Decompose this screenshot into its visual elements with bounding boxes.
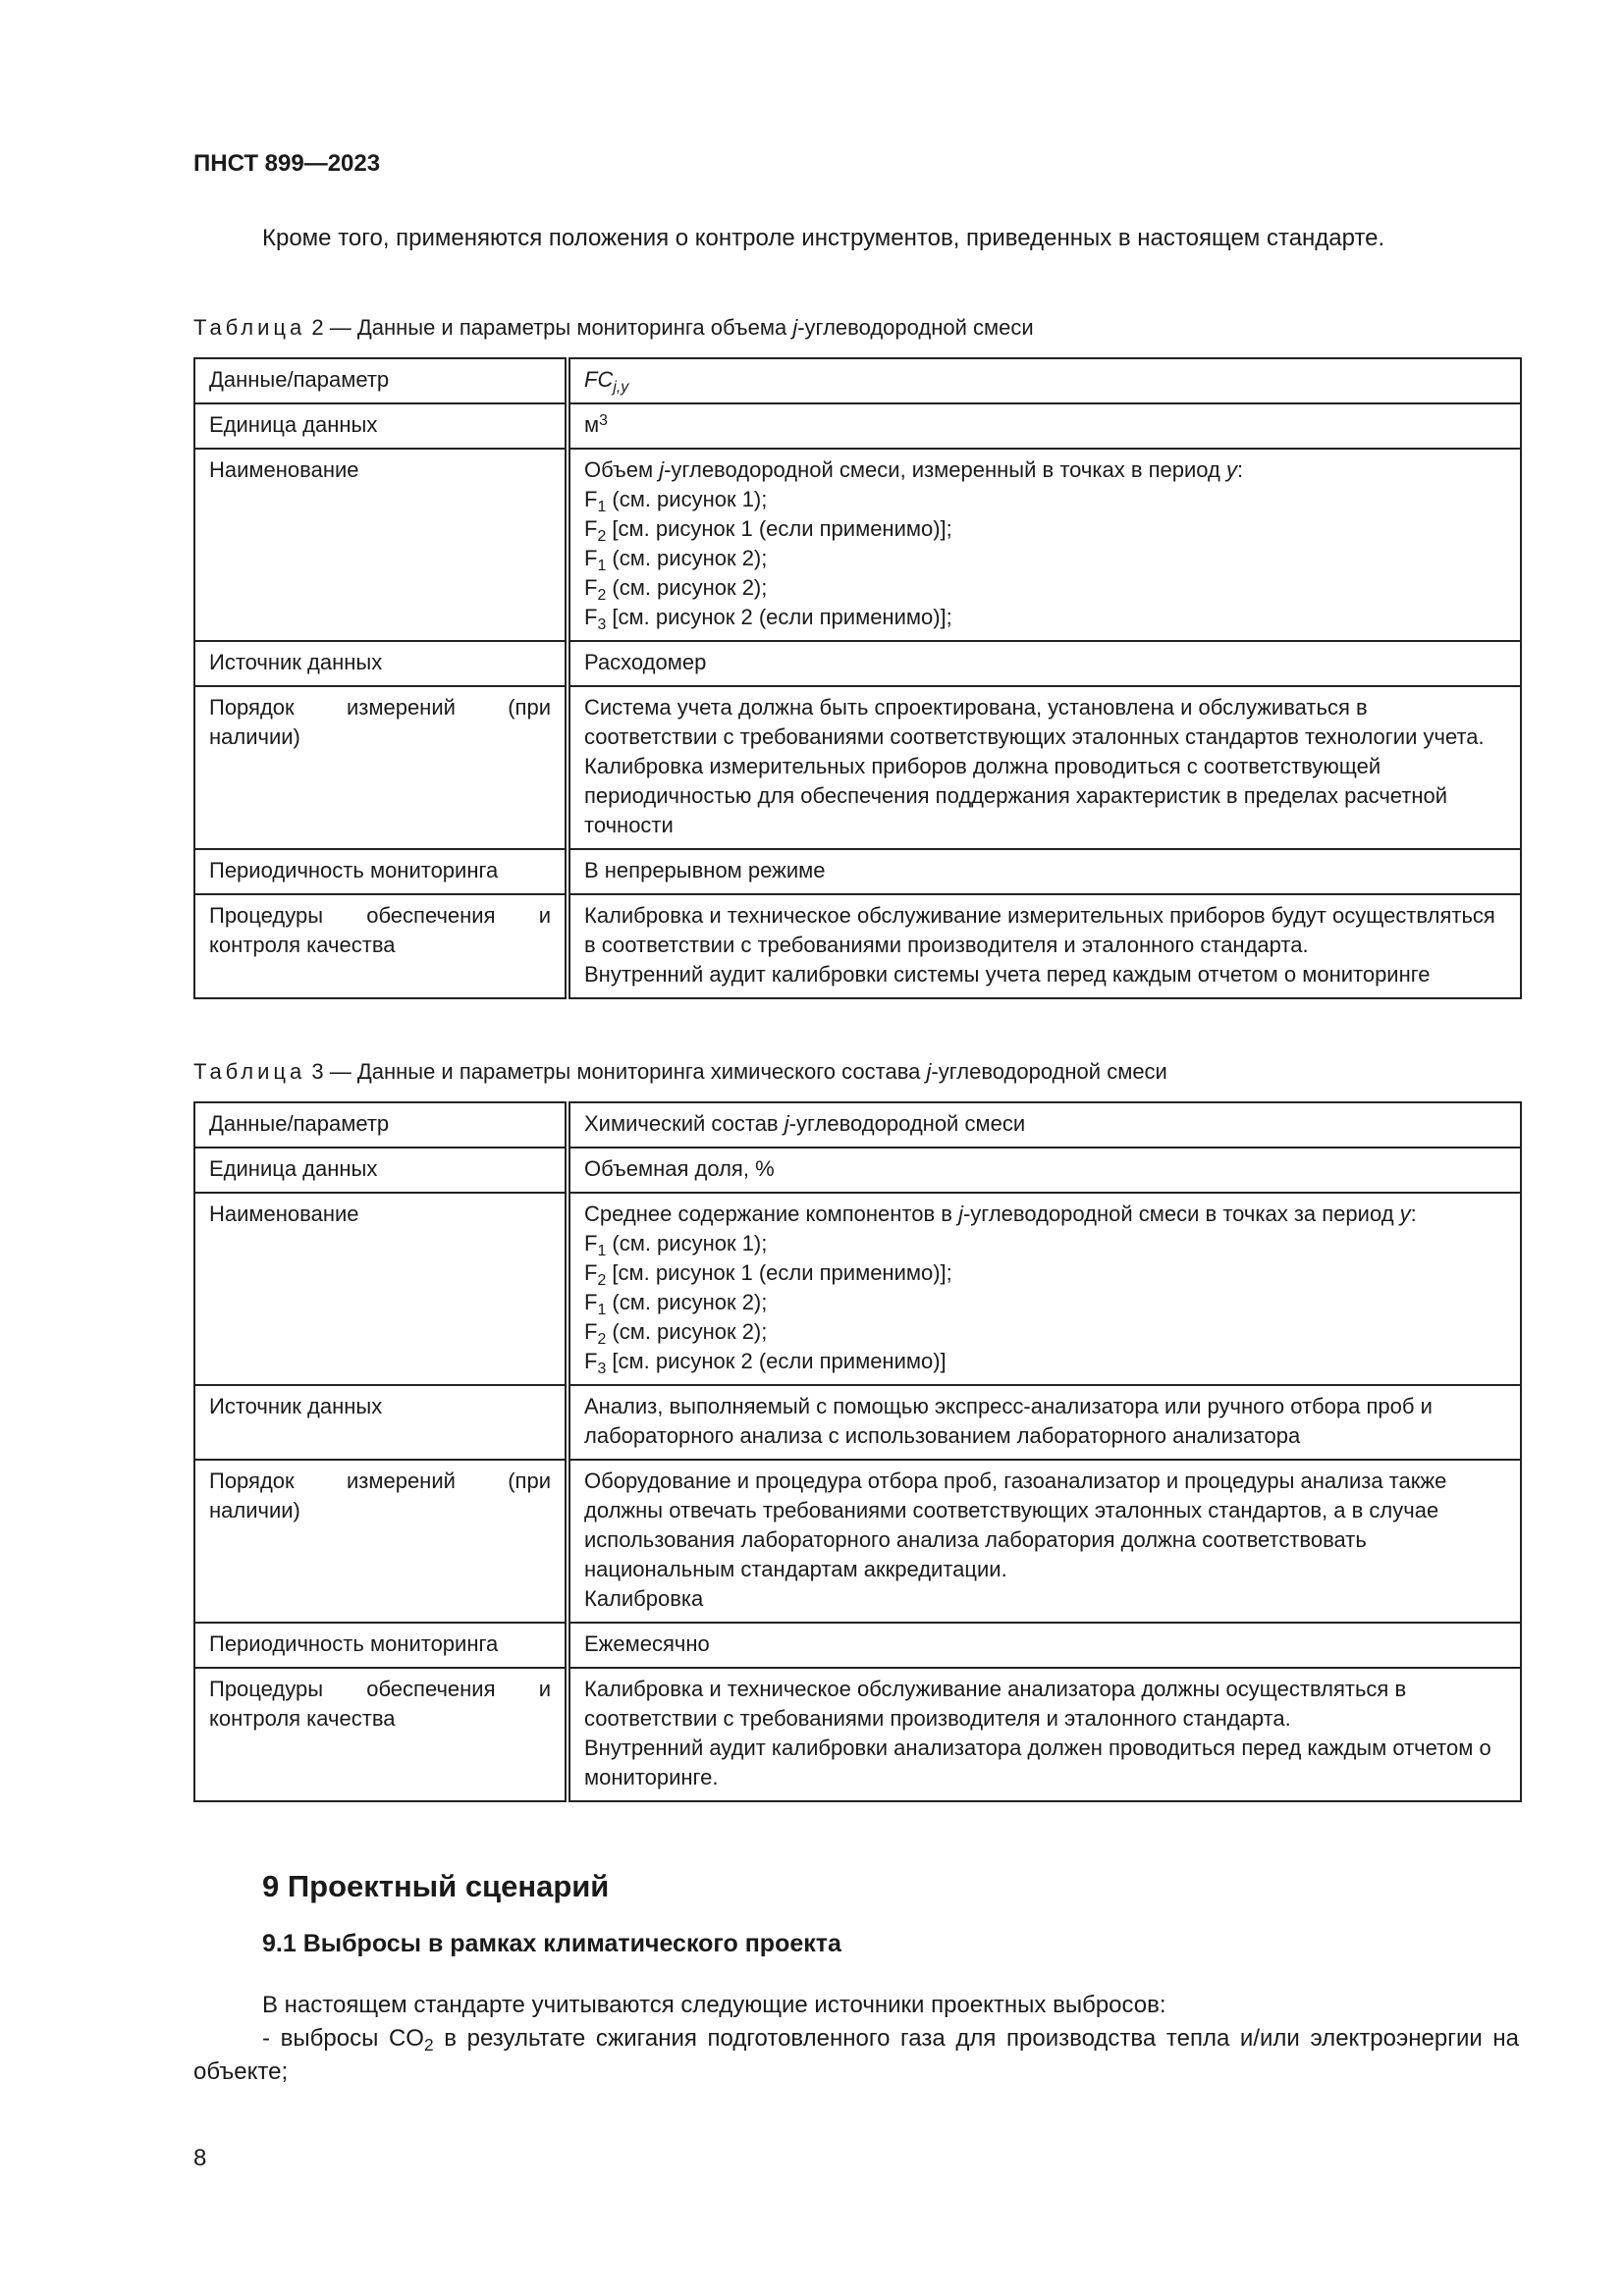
parameter-label: Наименование	[194, 449, 568, 641]
parameter-value	[568, 1193, 1521, 1385]
value-line: Химический состав j-углеводородной смеси	[584, 1111, 1026, 1136]
parameter-value	[568, 849, 1521, 894]
value-line: Объем j-углеводородной смеси, измеренный в точках в период y:	[584, 457, 1244, 482]
value-line: $F_2$ (см. рисунок 2);	[584, 1319, 768, 1348]
value-line: $F_3$ [см. рисунок 2 (если применимо)]	[584, 1349, 947, 1377]
parameter-value	[568, 1668, 1521, 1801]
parameter-label: Единица данных	[194, 403, 568, 449]
parameter-label: Данные/параметр	[194, 1102, 568, 1148]
parameter-value	[568, 641, 1521, 686]
parameter-label: Порядок измерений (при наличии)	[194, 1460, 568, 1623]
parameter-label: Порядок измерений (при наличии)	[194, 686, 568, 849]
subsection-heading: 9.1 Выбросы в рамках климатического проекта	[262, 1930, 841, 1957]
document-header: ПНСТ 899—2023	[193, 150, 381, 177]
table-row	[194, 1102, 1521, 1148]
table-2-monitoring-volume	[193, 357, 1522, 999]
table-row	[194, 1193, 1521, 1385]
value-line: $F_1$ (см. рисунок 1);	[584, 487, 768, 515]
table-2-caption: Таблица 2 — Данные и параметры мониторинга объема j-углеводородной смеси	[193, 315, 1034, 340]
parameter-value	[568, 1385, 1521, 1460]
table-3-monitoring-composition	[193, 1101, 1522, 1802]
value-line: Оборудование и процедура отбора проб, газоанализатор и процедуры анализа также должны отвечать требованиями соответствующих эталонных стандартов, а в случае использования лабораторного анализа лаборатория должна соответствовать национальным стандартам аккредитации.	[584, 1468, 1447, 1581]
parameter-value	[568, 686, 1521, 849]
table-row	[194, 894, 1521, 998]
value-line: Расходомер	[584, 650, 707, 674]
value-line: $F_2$ [см. рисунок 1 (если применимо)];	[584, 516, 952, 545]
value-line: В непрерывном режиме	[584, 858, 826, 882]
value-line: Объемная доля, %	[584, 1156, 775, 1181]
parameter-label: Процедуры обеспечения и контроля качества	[194, 894, 568, 998]
parameter-value	[568, 1460, 1521, 1623]
parameter-label: Процедуры обеспечения и контроля качества	[194, 1668, 568, 1801]
parameter-label: Наименование	[194, 1193, 568, 1385]
value-line: Среднее содержание компонентов в j-углеводородной смеси в точках за период y:	[584, 1201, 1417, 1226]
parameter-label: Периодичность мониторинга	[194, 849, 568, 894]
table-row	[194, 403, 1521, 449]
parameter-label: Единица данных	[194, 1148, 568, 1193]
parameter-label: Источник данных	[194, 641, 568, 686]
parameter-value	[568, 403, 1521, 449]
value-line: $F_1$ (см. рисунок 2);	[584, 1290, 768, 1318]
table-row	[194, 1460, 1521, 1623]
parameter-label: Источник данных	[194, 1385, 568, 1460]
value-line: Внутренний аудит калибровки анализатора должен проводиться перед каждым отчетом о мониторинге.	[584, 1735, 1491, 1789]
section-paragraph: В настоящем стандарте учитываются следующие источники проектных выбросов:	[262, 1992, 1166, 2018]
value-line: $F_1$ (см. рисунок 1);	[584, 1231, 768, 1259]
table-row	[194, 1148, 1521, 1193]
value-line: Анализ, выполняемый с помощью экспресс-анализатора или ручного отбора проб и лабораторного анализа с использованием лабораторного анализатора	[584, 1394, 1433, 1448]
value-line: Ежемесячно	[584, 1631, 710, 1656]
value-line: Калибровка и техническое обслуживание анализатора должны осуществляться в соответствии с требованиями производителя и эталонного стандарта.	[584, 1677, 1407, 1731]
value-line: $FC_{j,y}$	[584, 367, 629, 396]
value-line: Внутренний аудит калибровки системы учета перед каждым отчетом о мониторинге	[584, 962, 1431, 987]
parameter-value	[568, 1623, 1521, 1668]
table-row	[194, 449, 1521, 641]
value-line: $F_3$ [см. рисунок 2 (если применимо)];	[584, 605, 952, 633]
value-line: Калибровка	[584, 1586, 704, 1611]
table-row	[194, 358, 1521, 403]
table-row	[194, 686, 1521, 849]
value-line: $м^3$	[584, 411, 608, 437]
value-line: Калибровка и техническое обслуживание измерительных приборов будут осуществляться в соответствии с требованиями производителя и эталонного стандарта.	[584, 903, 1495, 957]
table-row	[194, 849, 1521, 894]
parameter-value	[568, 358, 1521, 403]
parameter-label: Данные/параметр	[194, 358, 568, 403]
value-line: $F_1$ (см. рисунок 2);	[584, 546, 768, 574]
parameter-value	[568, 1102, 1521, 1148]
parameter-value	[568, 449, 1521, 641]
intro-paragraph: Кроме того, применяются положения о контроле инструментов, приведенных в настоящем стандарте.	[262, 225, 1385, 251]
parameter-value	[568, 1148, 1521, 1193]
page-number: 8	[193, 2145, 207, 2171]
section-heading: 9 Проектный сценарий	[262, 1869, 610, 1903]
value-line: $F_2$ [см. рисунок 1 (если применимо)];	[584, 1260, 952, 1289]
section-list-item: - выбросы $CO_2$ в результате сжигания подготовленного газа для производства тепла и/или электроэнергии на объекте;	[193, 2025, 1519, 2085]
table-label: Таблица	[193, 1059, 306, 1084]
table-row	[194, 641, 1521, 686]
parameter-value	[568, 894, 1521, 998]
table-3-caption: Таблица 3 — Данные и параметры мониторинга химического состава j-углеводородной смеси	[193, 1059, 1167, 1084]
parameter-label: Периодичность мониторинга	[194, 1623, 568, 1668]
table-row	[194, 1623, 1521, 1668]
value-line: $F_2$ (см. рисунок 2);	[584, 575, 768, 604]
table-row	[194, 1385, 1521, 1460]
table-row	[194, 1668, 1521, 1801]
value-line: Система учета должна быть спроектирована, установлена и обслуживаться в соответствии с требованиями соответствующих эталонных стандартов технологии учета. Калибровка измерительных приборов должна проводиться с соответствующей периодичностью для обеспечения поддержания характеристик в пределах расчетной точности	[584, 695, 1485, 837]
table-label: Таблица	[193, 315, 306, 340]
